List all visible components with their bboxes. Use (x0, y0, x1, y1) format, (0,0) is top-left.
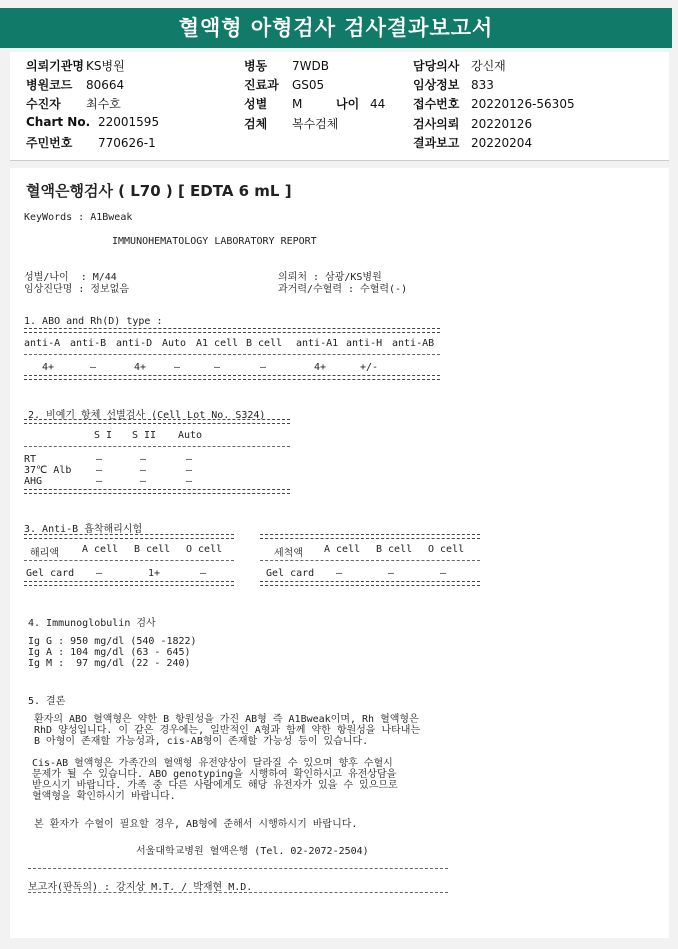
s3-left-row-0: Gel card (26, 568, 75, 579)
s1-header-anti-a1: anti-A1 (296, 338, 339, 349)
s2-row-ahg-auto: – (186, 476, 193, 487)
s2-row-alb-label: 37℃ Alb (24, 465, 72, 476)
s1-value-anti-a: 4+ (42, 362, 55, 373)
s3-left-row-3: – (200, 568, 207, 579)
s1-header-anti-d: anti-D (116, 338, 153, 349)
sex-age-line: 성별/나이 : M/44 (24, 272, 117, 283)
s3-right-header-1: A cell (324, 544, 361, 555)
s1-header-anti-b: anti-B (70, 338, 107, 349)
s3-left-header-0: 해리액 (30, 548, 59, 559)
report-date-field: 결과보고 20220204 (413, 136, 533, 150)
hospital-name-field: 의뢰기관명 KS병원 (26, 59, 125, 73)
resident-no-field: 주민번호 770626-1 (26, 136, 156, 150)
s2-row-rt-sii: – (140, 454, 147, 465)
divider (28, 868, 448, 869)
reporter-line: 보고자(판독의) : 강지상 M.T. / 박재현 M.D. (28, 882, 253, 893)
divider (24, 581, 234, 586)
s3-left-header-2: B cell (134, 544, 171, 555)
chart-no-field: Chart No. 22001595 (26, 115, 160, 129)
specimen-field: 검체 복수검체 (244, 117, 339, 131)
diagnosis-line: 임상진단명 : 정보없음 (24, 284, 130, 295)
divider (24, 375, 440, 380)
divider (260, 534, 480, 539)
s2-row-rt-label: RT (24, 454, 37, 465)
divider (260, 581, 480, 586)
s3-right-row-2: – (388, 568, 395, 579)
s2-row-ahg-sii: – (140, 476, 147, 487)
s1-header-anti-h: anti-H (346, 338, 383, 349)
s3-left-row-2: 1+ (148, 568, 161, 579)
conclusion-paragraph-1: 환자의 ABO 혈액형은 약한 B 항원성을 가진 AB형 즉 A1Bweak이며, Rh 혈액형은 RhD 양성입니다. 이 같은 경우에는, 일반적인 A형과 함께 약한 항원성을 나타내는 B 아형이 존재할 가능성과, cis-AB형이 존재할 가능성 등이 있습니다. (34, 714, 421, 747)
page-title: 혈액형 아형검사 검사결과보고서 (0, 8, 672, 48)
sex-field: 성별 M (244, 97, 303, 111)
s3-left-header-1: A cell (82, 544, 119, 555)
s1-value-b-cell: – (260, 362, 267, 373)
s3-left-header-3: O cell (186, 544, 223, 555)
s2-header-si: S I (94, 430, 113, 441)
s1-value-anti-b: – (90, 362, 97, 373)
s3-right-header-3: O cell (428, 544, 465, 555)
igm-line: Ig M : 97 mg/dl (22 - 240) (28, 658, 191, 669)
age-field: 나이 44 (336, 97, 386, 111)
s3-right-row-1: – (336, 568, 343, 579)
section1-title: 1. ABO and Rh(D) type : (24, 316, 163, 327)
section2-title: 2. 비예기 항체 선별검사 (Cell Lot No. S324) (28, 410, 266, 421)
ward-field: 병동 7WDB (244, 59, 329, 73)
hospital-code-field: 병원코드 80664 (26, 78, 125, 92)
s2-row-alb-auto: – (186, 465, 193, 476)
divider (24, 328, 440, 333)
s1-value-anti-d: 4+ (134, 362, 147, 373)
s2-row-ahg-label: AHG (24, 476, 43, 487)
divider (24, 560, 234, 561)
divider (260, 560, 480, 561)
s3-right-row-3: – (440, 568, 447, 579)
s1-header-anti-ab: anti-AB (392, 338, 435, 349)
conclusion-paragraph-3: 본 환자가 수혈이 필요할 경우, AB형에 준해서 시행하시기 바랍니다. (34, 819, 358, 830)
s1-value-anti-a1: 4+ (314, 362, 327, 373)
section3-title: 3. Anti-B 흡착해리시험 (24, 524, 143, 535)
transfusion-line: 과거력/수혈력 : 수혈력(-) (278, 284, 408, 295)
patient-name-field: 수진자 최수호 (26, 97, 121, 111)
conclusion-paragraph-2: Cis-AB 혈액형은 가족간의 혈액형 유전양상이 달라질 수 있으며 향후 수혈시 문제가 될 수 있습니다. ABO genotyping을 시행하여 확인하시고 유전상담을 받으시기 바랍니다. 가족 중 다른 사람에게도 해당 유전자가 있을 수 있으므로 혈액형을 확인하시기 바랍니다. (32, 758, 398, 802)
request-date-field: 검사의뢰 20220126 (413, 117, 533, 131)
divider (24, 354, 440, 355)
iga-line: Ig A : 104 mg/dl (63 - 645) (28, 647, 191, 658)
s2-row-alb-sii: – (140, 465, 147, 476)
igg-line: Ig G : 950 mg/dl (540 -1822) (28, 636, 197, 647)
s2-row-ahg-si: – (96, 476, 103, 487)
s1-header-a1-cell: A1 cell (196, 338, 239, 349)
divider (24, 534, 234, 539)
section5-title: 5. 결론 (28, 696, 66, 707)
doctor-field: 담당의사 강신재 (413, 59, 506, 73)
clinical-info-field: 임상정보 833 (413, 78, 494, 92)
s3-right-header-0: 세척액 (274, 548, 303, 559)
s2-header-auto: Auto (178, 430, 203, 441)
s1-header-auto: Auto (162, 338, 187, 349)
report-subtitle: IMMUNOHEMATOLOGY LABORATORY REPORT (112, 236, 317, 247)
department-field: 진료과 GS05 (244, 78, 325, 92)
s2-row-alb-si: – (96, 465, 103, 476)
lab-report (10, 168, 669, 938)
s3-right-header-2: B cell (376, 544, 413, 555)
divider (24, 446, 290, 447)
s1-header-anti-a: anti-A (24, 338, 61, 349)
s3-left-row-1: – (96, 568, 103, 579)
patient-info-header (10, 52, 669, 161)
s2-row-rt-si: – (96, 454, 103, 465)
divider (24, 419, 290, 424)
s3-right-row-0: Gel card (266, 568, 315, 579)
s2-header-sii: S II (132, 430, 157, 441)
report-title: 혈액은행검사 ( L70 ) [ EDTA 6 mL ] (26, 182, 292, 200)
s2-row-rt-auto: – (186, 454, 193, 465)
blood-bank-footer: 서울대학교병원 혈액은행 (Tel. 02-2072-2504) (136, 846, 369, 857)
s1-value-auto: – (174, 362, 181, 373)
s1-header-b-cell: B cell (246, 338, 283, 349)
section4-title: 4. Immunoglobulin 검사 (28, 618, 156, 629)
divider (24, 489, 290, 494)
s1-value-a1-cell: – (214, 362, 221, 373)
receipt-no-field: 접수번호 20220126-56305 (413, 97, 575, 111)
divider (28, 892, 448, 893)
s1-value-anti-h: +/- (360, 362, 379, 373)
keywords: KeyWords : A1Bweak (24, 212, 133, 223)
requester-line: 의뢰처 : 삼광/KS병원 (278, 272, 382, 283)
